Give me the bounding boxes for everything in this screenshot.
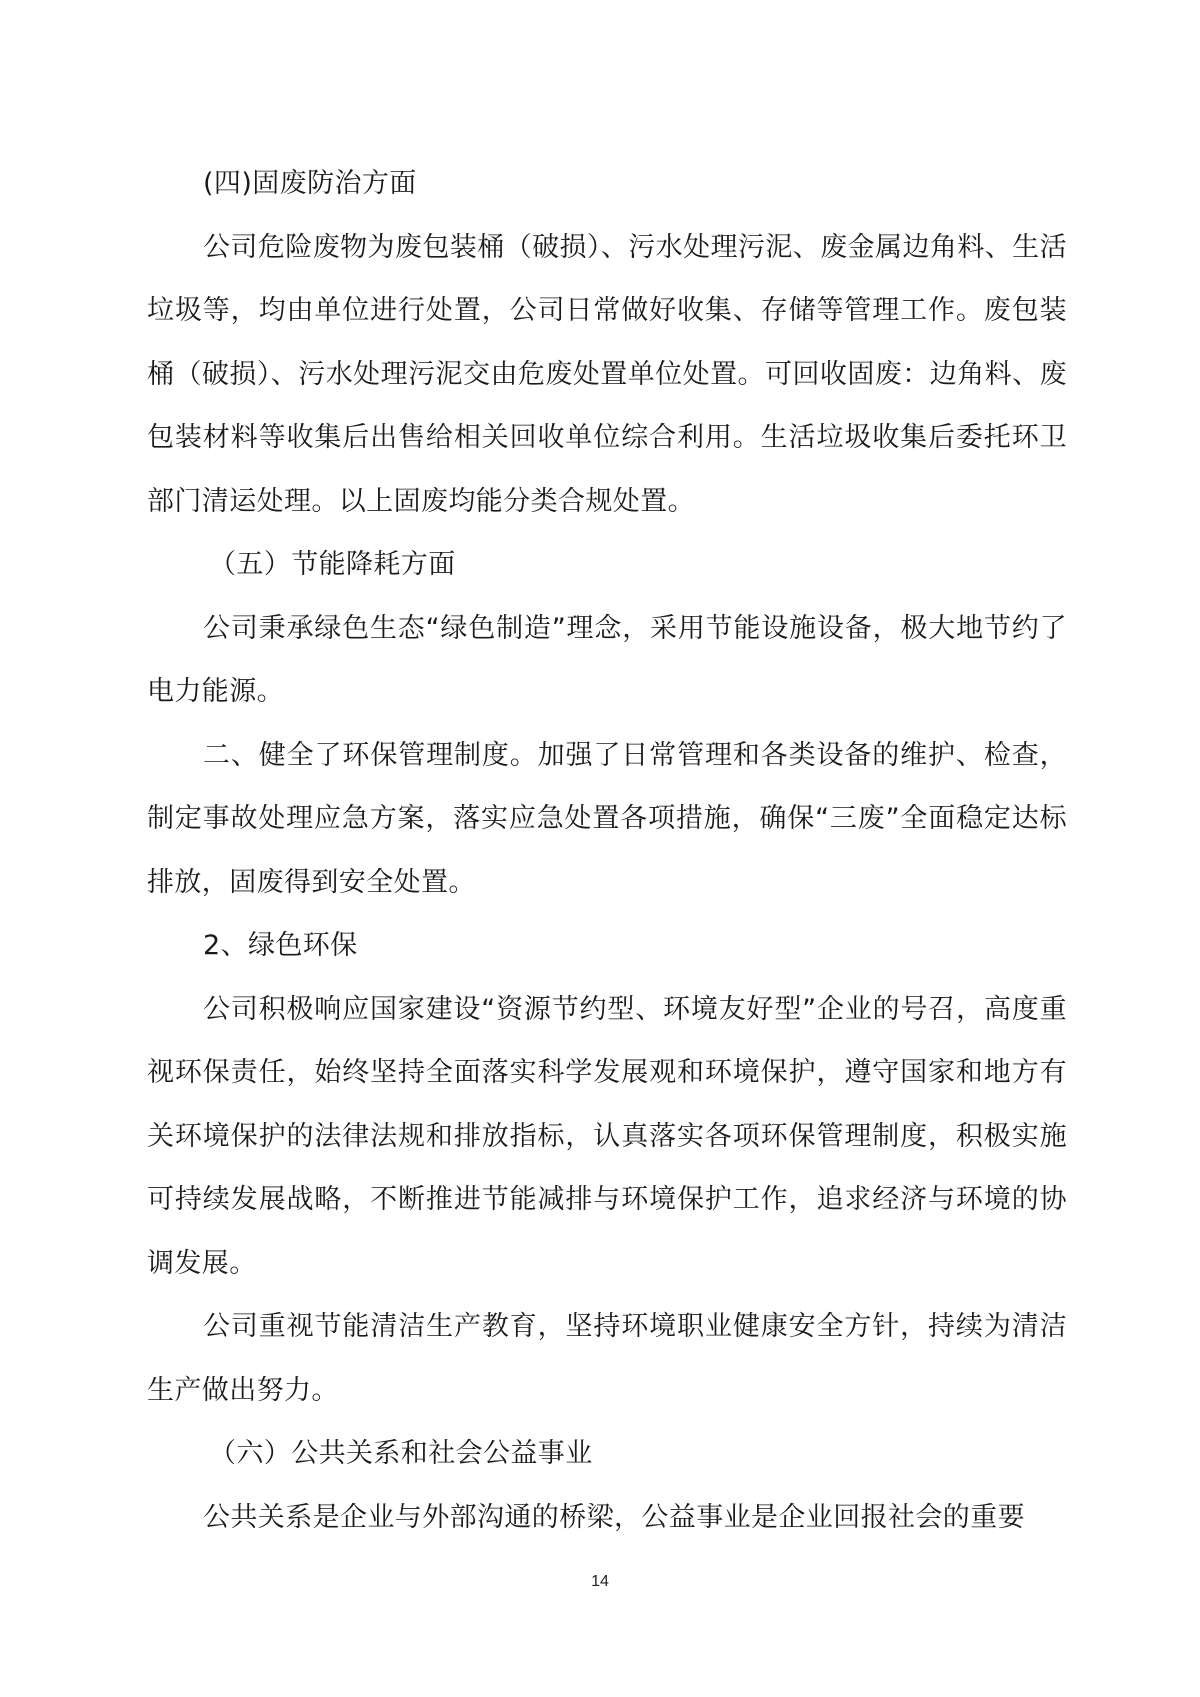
page-number: 14 bbox=[591, 1573, 609, 1590]
section-six-paragraph: 公共关系是企业与外部沟通的桥梁，公益事业是企业回报社会的重要 bbox=[203, 1501, 1025, 1533]
section-five-paragraph: 公司秉承绿色生态“绿色制造”理念，采用节能设施设备，极大地节约了电力能源。 bbox=[147, 612, 1067, 707]
green-protection-paragraph-1: 公司积极响应国家建设“资源节约型、环境友好型”企业的号召，高度重视环保责任，始终坚持全面落实科学发展观和环境保护，遵守国家和地方有关环境保护的法律法规和排放指标，认真落实各项环保管理制度，积极实施可持续发展战略，不断推进节能减排与环境保护工作，追求经济与环境的协调发展。 bbox=[147, 993, 1067, 1279]
section-four-heading: (四)固废防治方面 bbox=[203, 168, 417, 199]
green-protection-paragraph-2: 公司重视节能清洁生产教育，坚持环境职业健康安全方针，持续为清洁生产做出努力。 bbox=[147, 1311, 1067, 1406]
section-five-heading: （五）节能降耗方面 bbox=[209, 549, 456, 580]
green-protection-heading: 2、绿色环保 bbox=[203, 930, 358, 961]
section-four-paragraph: 公司危险废物为废包装桶（破损）、污水处理污泥、废金属边角料、生活垃圾等，均由单位进行处置，公司日常做好收集、存储等管理工作。废包装桶（破损）、污水处理污泥交由危废处置单位处置。可回收固废：边角料、废包装材料等收集后出售给相关回收单位综合利用。生活垃圾收集后委托环卫部门清运处理。以上固废均能分类合规处置。 bbox=[147, 231, 1067, 517]
section-six-heading: （六）公共关系和社会公益事业 bbox=[209, 1438, 593, 1469]
management-paragraph: 二、健全了环保管理制度。加强了日常管理和各类设备的维护、检查，制定事故处理应急方案，落实应急处置各项措施，确保“三废”全面稳定达标排放，固废得到安全处置。 bbox=[147, 739, 1067, 898]
document-body bbox=[147, 152, 1067, 1549]
